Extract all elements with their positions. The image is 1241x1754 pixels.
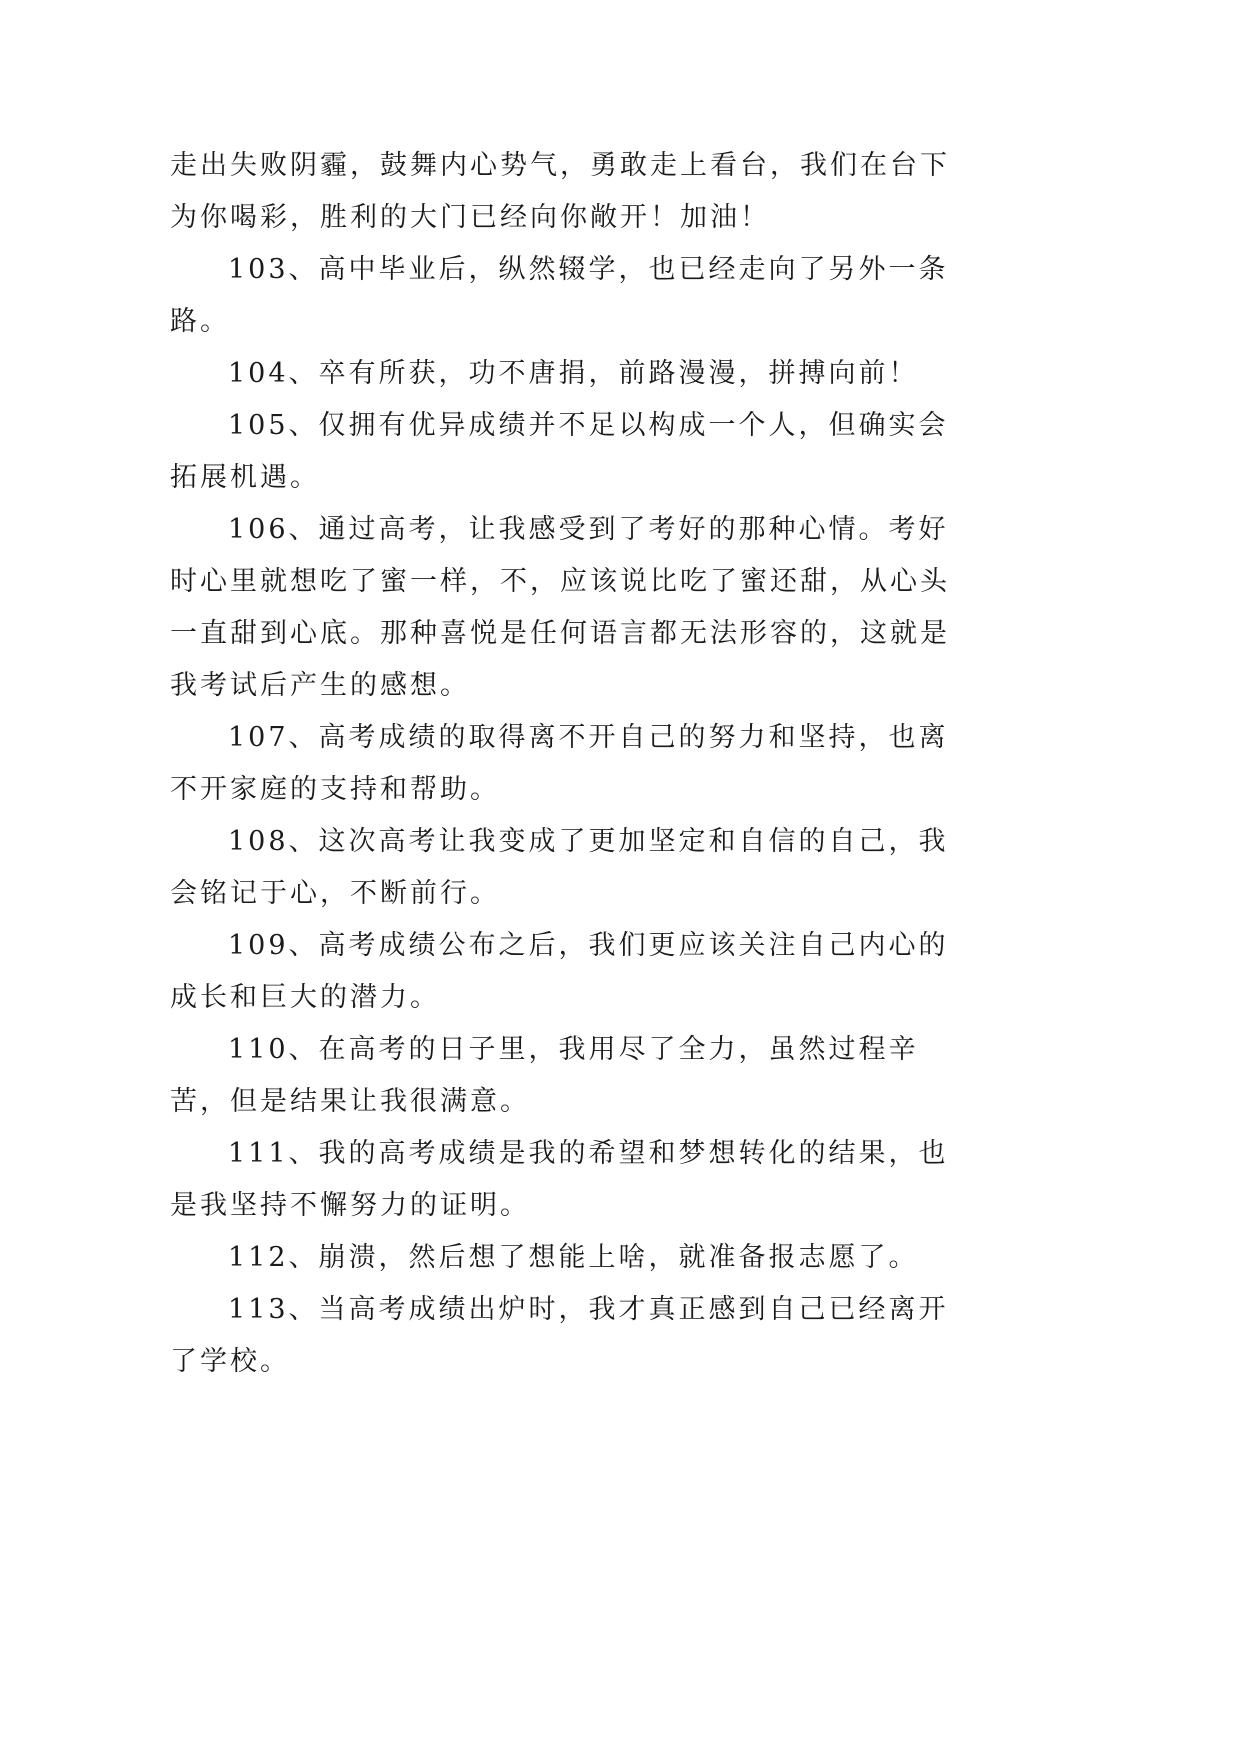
paragraph: 107、高考成绩的取得离不开自己的努力和坚持，也离不开家庭的支持和帮助。: [170, 722, 949, 805]
paragraph: 113、当高考成绩出炉时，我才真正感到自己已经离开了学校。: [170, 1294, 949, 1377]
paragraph: 112、崩溃，然后想了想能上啥，就准备报志愿了。: [228, 1242, 919, 1273]
paragraph: 108、这次高考让我变成了更加坚定和自信的自己，我会铭记于心，不断前行。: [170, 826, 949, 909]
paragraph: 109、高考成绩公布之后，我们更应该关注自己内心的成长和巨大的潜力。: [170, 930, 949, 1013]
paragraph: 111、我的高考成绩是我的希望和梦想转化的结果，也是我坚持不懈努力的证明。: [170, 1138, 949, 1221]
paragraph: 106、通过高考，让我感受到了考好的那种心情。考好时心里就想吃了蜜一样，不，应该说比吃了蜜还甜，从心头一直甜到心底。那种喜悦是任何语言都无法形容的，这就是我考试后产生的感想。: [170, 514, 950, 701]
paragraph: 103、高中毕业后，纵然辍学，也已经走向了另外一条路。: [170, 254, 949, 337]
paragraph: 105、仅拥有优异成绩并不足以构成一个人，但确实会拓展机遇。: [170, 410, 949, 493]
paragraph: 走出失败阴霾，鼓舞内心势气，勇敢走上看台，我们在台下为你喝彩，胜利的大门已经向你敞开！加油！: [170, 150, 950, 233]
paragraph: 110、在高考的日子里，我用尽了全力，虽然过程辛苦，但是结果让我很满意。: [170, 1034, 919, 1117]
document-body: [170, 140, 950, 1388]
paragraph: 104、卒有所获，功不唐捐，前路漫漫，拼搏向前！: [228, 358, 919, 389]
